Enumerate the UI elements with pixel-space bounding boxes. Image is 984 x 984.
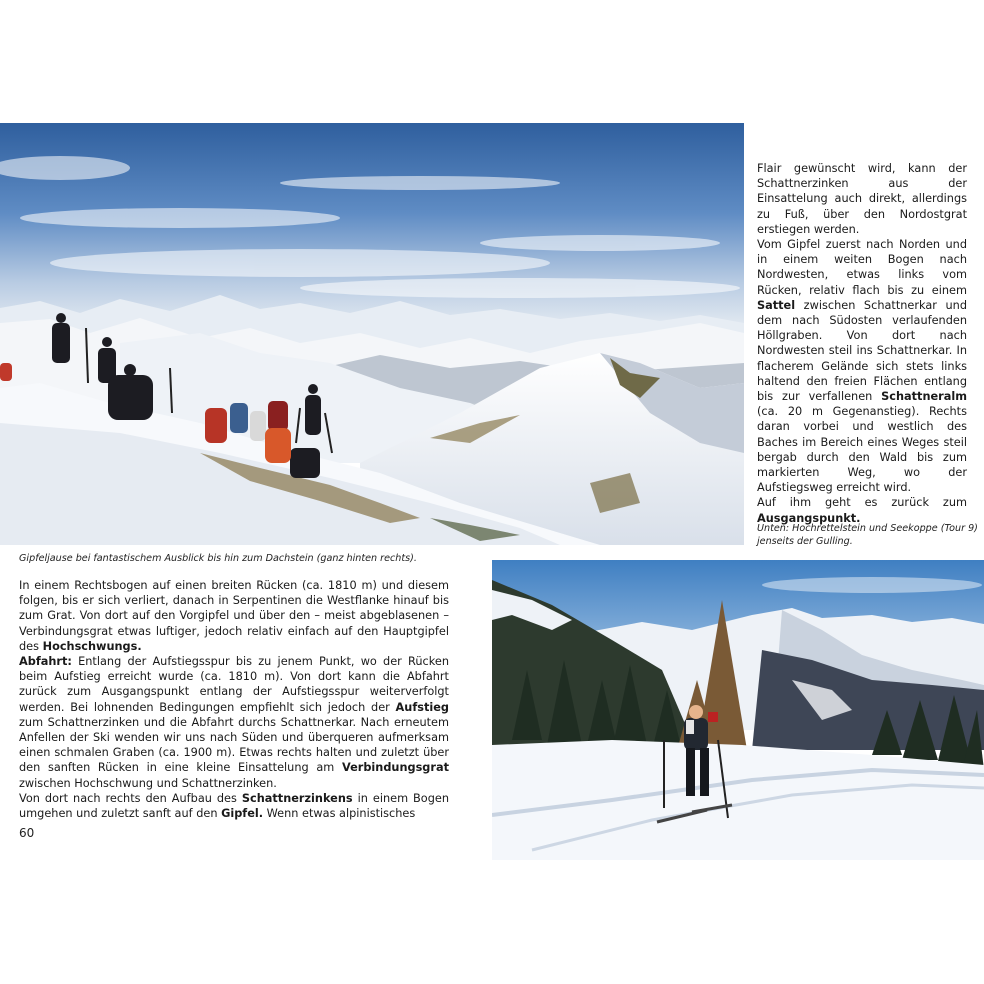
paragraph: Flair gewünscht wird, kann der Schattnerzinken aus der Einsattelung auch direkt, allerdings zu Fuß, über den Nordostgrat erstiegen werden. (757, 162, 967, 236)
caption-top-photo: Gipfeljause bei fantastischem Ausblick bis hin zum Dachstein (ganz hinten rechts). (19, 553, 417, 564)
text-column-left (19, 578, 449, 821)
bold-term: Aufstieg (395, 700, 449, 714)
bold-term: Schattneralm (881, 390, 967, 404)
paragraph: Von dort nach rechts den Aufbau des Schattnerzinkens in einem Bogen umgehen und zuletzt sanft auf den Gipfel. Wenn etwas alpinistisches (19, 791, 450, 821)
paragraph: In einem Rechtsbogen auf einen breiten Rücken (ca. 1810 m) und diesem folgen, bis er sich verliert, danach in Serpentinen die Westflanke hinauf bis zum Grat. Von dort auf den Vorgipfel und über den – meist abgeblasenen – Verbindungsgrat etwas luftiger, jedoch relativ einfach auf den Hauptgipfel des Hochschwungs. (19, 579, 449, 653)
bold-term: Sattel (757, 298, 796, 312)
bold-term: Schattnerzinkens (241, 791, 353, 805)
bold-term: Ausgangspunkt. (757, 511, 861, 525)
bold-term: Gipfel. (221, 807, 264, 821)
page-number: 60 (19, 826, 35, 840)
paragraph: Abfahrt: Entlang der Aufstiegsspur bis zu jenem Punkt, wo der Rücken beim Aufstieg erreicht wurde (ca. 1810 m). Von dort kann die Abfahrt zurück zum Ausgangspunkt entlang der Aufstiegsspur weiterverfolgt werden. Bei lohnenden Bedingungen empfiehlt sich jedoch der Aufstieg zum Schattnerzinken und die Abfahrt durchs Schattnerkar. Nach erneutem Anfellen der Ski wenden wir uns nach Süden und überqueren aufmerksam einen schmalen Graben (ca. 1900 m). Etwas rechts halten und zuletzt über den sanften Rücken in eine kleine Einsattelung am Verbindungsgrat zwischen Hochschwung und Schattnerzinken. (19, 655, 449, 790)
caption-bottom-photo: Unten: Hochrettelstein und Seekoppe (Tour 9) jenseits der Gulling. (757, 523, 978, 547)
bold-term: Hochschwungs. (42, 639, 142, 653)
summit-photo (0, 123, 744, 545)
paragraph: Auf ihm geht es zurück zum Ausgangspunkt. (757, 496, 967, 525)
ski-tour-photo (492, 560, 984, 860)
text-column-right (757, 161, 967, 526)
paragraph: Vom Gipfel zuerst nach Norden und in einem weiten Bogen nach Nordwesten, etwas links vom Rücken, relativ flach bis zu einem Sattel zwischen Schattnerkar und dem nach Südosten verlaufenden Höllgraben. Von dort nach Nordwesten steil ins Schattnerkar. In flacherem Gelände sich stets links haltend den freien Flächen entlang bis zur verfallenen Schattneralm (ca. 20 m Gegenanstieg). Rechts daran vorbei und westlich des Baches im Bereich eines Weges steil bergab durch den Wald bis zum markierten Weg, wo der Aufstiegsweg erreicht wird. (757, 238, 967, 495)
bold-term: Verbindungsgrat (341, 761, 449, 775)
section-label: Abfahrt: (19, 655, 72, 669)
